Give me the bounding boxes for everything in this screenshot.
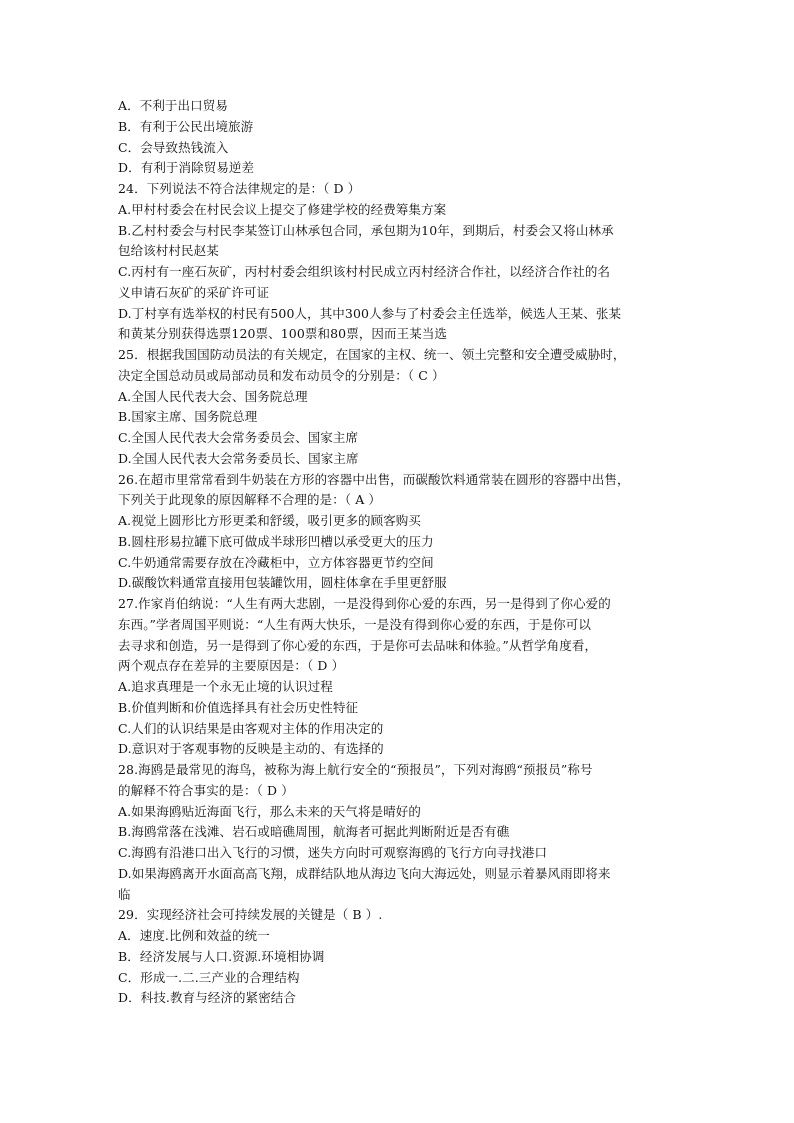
question-28: [118, 760, 684, 905]
question-stem-cont: 的解释不符合事实的是：（ D ）: [118, 782, 294, 798]
option-b: B.海鸥常落在浅滩、岩石或暗礁周围，航海者可据此判断附近是否有礁: [118, 824, 510, 840]
option-d: D．科技.教育与经济的紧密结合: [118, 990, 296, 1006]
option-a: A.全国人民代表大会、国务院总理: [118, 388, 308, 404]
option-a: A.视觉上圆形比方形更柔和舒缓，吸引更多的顾客购买: [118, 513, 422, 528]
option-d: D.如果海鸥离开水面高高飞翔，成群结队地从海边飞向大海远处，则显示着暴风雨即将来: [118, 865, 611, 881]
question-stem: 26.在超市里常常看到牛奶装在方形的容器中出售，而碳酸饮料通常装在圆形的容器中出售，: [118, 471, 630, 487]
option-b-cont: 包给该村村民赵某: [118, 243, 219, 259]
question-stem-cont: 去寻求和创造，另一是得到了你心爱的东西，于是你可去品味和体验。”从哲学角度看，: [118, 637, 598, 653]
option-a: A.甲村村委会在村民会议上提交了修建学校的经费筹集方案: [118, 201, 447, 217]
option-c-cont: 义申请石灰矿的采矿许可证: [118, 284, 270, 300]
option-c: C.人们的认识结果是由客观对主体的作用决定的: [118, 720, 384, 736]
question-stem: 28.海鸥是最常见的海鸟，被称为海上航行安全的“预报员”，下列对海鸥“预报员”称号: [118, 762, 593, 777]
option-d: D.全国人民代表大会常务委员长、国家主席: [118, 450, 359, 466]
question-stem-cont: 决定全国总动员或局部动员和发布动员令的分别是：（ C ）: [118, 367, 445, 383]
question-stem: 24．下列说法不符合法律规定的是：（ D ）: [118, 181, 361, 196]
option-d: D.意识对于客观事物的反映是主动的、有选择的: [118, 741, 384, 757]
option-a: A．速度.比例和效益的统一: [118, 928, 270, 943]
question-stem: 29．实现经济社会可持续发展的关键是（ B ）.: [118, 907, 383, 923]
question-23-options: [118, 96, 684, 179]
option-b: B.国家主席、国务院总理: [118, 409, 258, 425]
question-stem-cont: 东西。”学者周国平则说：“人生有两大快乐，一是没有得到你心爱的东西，于是你可以: [118, 616, 591, 632]
option-c: C.丙村有一座石灰矿，丙村村委会组织该村村民成立丙村经济合作社，以经济合作社的名: [118, 264, 611, 279]
question-26: [118, 470, 684, 595]
question-27: [118, 594, 684, 760]
option-b: B.圆柱形易拉罐下底可做成半球形凹槽以承受更大的压力: [118, 533, 434, 549]
option-d: D.碳酸饮料通常直接用包装罐饮用，圆柱体拿在手里更舒服: [118, 575, 447, 591]
option-c: C.牛奶通常需要存放在冷藏柜中，立方体容器更节约空间: [118, 554, 434, 570]
option-c: C．形成一.二.三产业的合理结构: [118, 969, 300, 985]
question-24: [118, 179, 684, 345]
option-c: C.全国人民代表大会常务委员会、国家主席: [118, 430, 359, 445]
question-stem-cont: 下列关于此现象的原因解释不合理的是：（ A ）: [118, 492, 382, 508]
option-d: D.丁村享有选举权的村民有500人，其中300人参与了村委会主任选举，候选人王某、张某: [118, 305, 622, 321]
option-b: B.乙村村委会与村民李某签订山林承包合同，承包期为10年，到期后，村委会又将山林承: [118, 222, 614, 238]
document-page: [118, 96, 684, 1009]
option-a: A.如果海鸥贴近海面飞行，那么未来的天气将是晴好的: [118, 803, 422, 819]
option-a: A．不利于出口贸易: [118, 98, 228, 113]
question-stem: 27.作家肖伯纳说：“人生有两大悲剧，一是没得到你心爱的东西，另一是得到了你心爱的: [118, 596, 611, 611]
question-25: [118, 345, 684, 470]
option-c: C.海鸥有沿港口出入飞行的习惯，迷失方向时可观察海鸥的飞行方向寻找港口: [118, 845, 548, 860]
option-c: C．会导致热钱流入: [118, 139, 229, 155]
option-b: B．有利于公民出境旅游: [118, 118, 254, 134]
option-a: A.追求真理是一个永无止境的认识过程: [118, 679, 333, 694]
option-d-cont: 和黄某分别获得选票120票、100票和80票，因而王某当选: [118, 326, 448, 342]
question-29: [118, 905, 684, 1009]
question-stem: 25．根据我国国防动员法的有关规定，在国家的主权、统一、领土完整和安全遭受威胁时，: [118, 347, 626, 362]
option-d-cont: 临: [118, 886, 131, 902]
option-d: D．有利于消除贸易逆差: [118, 160, 255, 176]
option-b: B．经济发展与人口.资源.环境相协调: [118, 948, 325, 964]
question-stem-cont: 两个观点存在差异的主要原因是：（ D ）: [118, 658, 345, 674]
option-b: B.价值判断和价值选择具有社会历史性特征: [118, 699, 359, 715]
